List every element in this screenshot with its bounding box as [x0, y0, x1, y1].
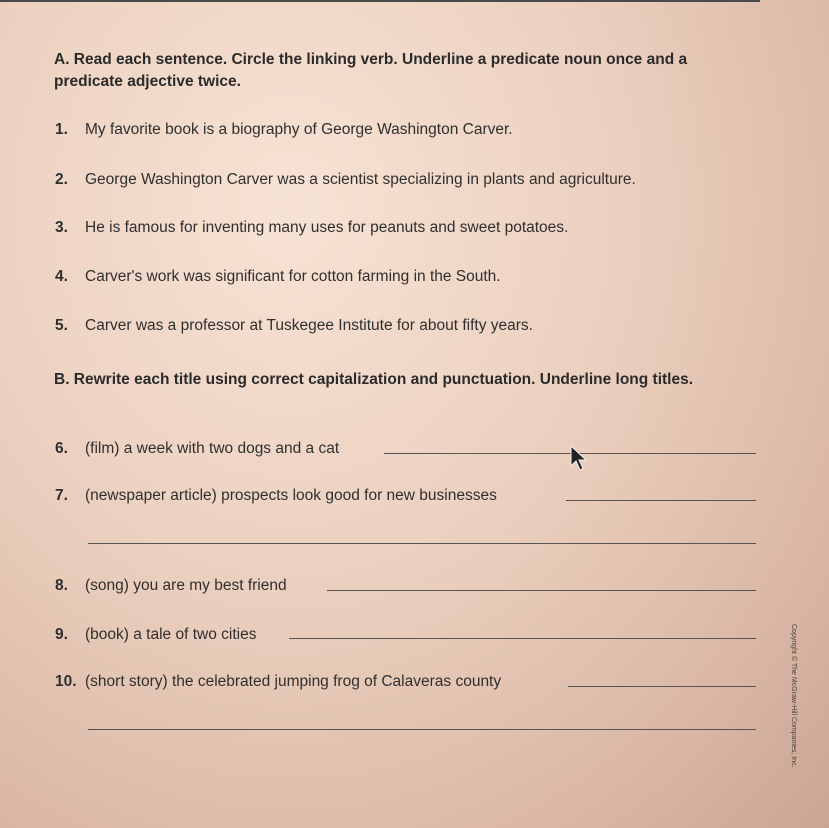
answer-line-7-continued[interactable] [88, 543, 756, 544]
sentence-text: George Washington Carver was a scientist specializing in plants and agriculture. [85, 171, 636, 188]
answer-line-10[interactable] [568, 686, 756, 687]
title-item-10 [55, 673, 501, 691]
sentence-4 [55, 268, 501, 286]
item-number: 8. [55, 577, 68, 594]
title-item-9 [55, 626, 256, 644]
answer-line-7[interactable] [566, 500, 756, 501]
item-number: 7. [55, 487, 68, 504]
item-number: 9. [55, 626, 68, 643]
item-number: 10. [55, 673, 77, 690]
title-prompt: (book) a tale of two cities [85, 626, 257, 643]
title-prompt: (song) you are my best friend [85, 577, 287, 594]
page-top-rule [0, 0, 760, 2]
title-prompt: (newspaper article) prospects look good for new businesses [85, 487, 497, 504]
item-number: 3. [55, 219, 68, 236]
item-number: 5. [55, 317, 68, 334]
section-a-instructions: A. Read each sentence. Circle the linking verb. Underline a predicate noun once and a predicate adjective twice. [54, 51, 688, 90]
mouse-pointer-icon [566, 444, 588, 472]
sentence-1 [55, 121, 513, 139]
item-number: 6. [55, 440, 68, 457]
copyright-notice: Copyright © The McGraw-Hill Companies, Inc. [790, 624, 797, 768]
title-prompt: (short story) the celebrated jumping frog of Calaveras county [85, 673, 502, 690]
answer-line-8[interactable] [327, 590, 756, 591]
sentence-text: Carver's work was significant for cotton farming in the South. [85, 268, 501, 285]
title-prompt: (film) a week with two dogs and a cat [85, 440, 340, 457]
sentence-3 [55, 219, 568, 237]
answer-line-9[interactable] [289, 638, 756, 639]
title-item-8 [55, 577, 287, 595]
item-number: 1. [55, 121, 68, 138]
sentence-text: Carver was a professor at Tuskegee Institute for about fifty years. [85, 317, 533, 334]
title-item-6 [55, 440, 339, 458]
sentence-5 [55, 317, 533, 335]
title-item-7 [55, 487, 497, 505]
item-number: 2. [55, 171, 68, 188]
section-b-instructions: B. Rewrite each title using correct capitalization and punctuation. Underline long titles. [54, 371, 694, 388]
answer-line-10-continued[interactable] [88, 729, 756, 730]
sentence-text: My favorite book is a biography of George Washington Carver. [85, 121, 513, 138]
sentence-text: He is famous for inventing many uses for peanuts and sweet potatoes. [85, 219, 569, 236]
sentence-2 [55, 171, 636, 189]
item-number: 4. [55, 268, 68, 285]
